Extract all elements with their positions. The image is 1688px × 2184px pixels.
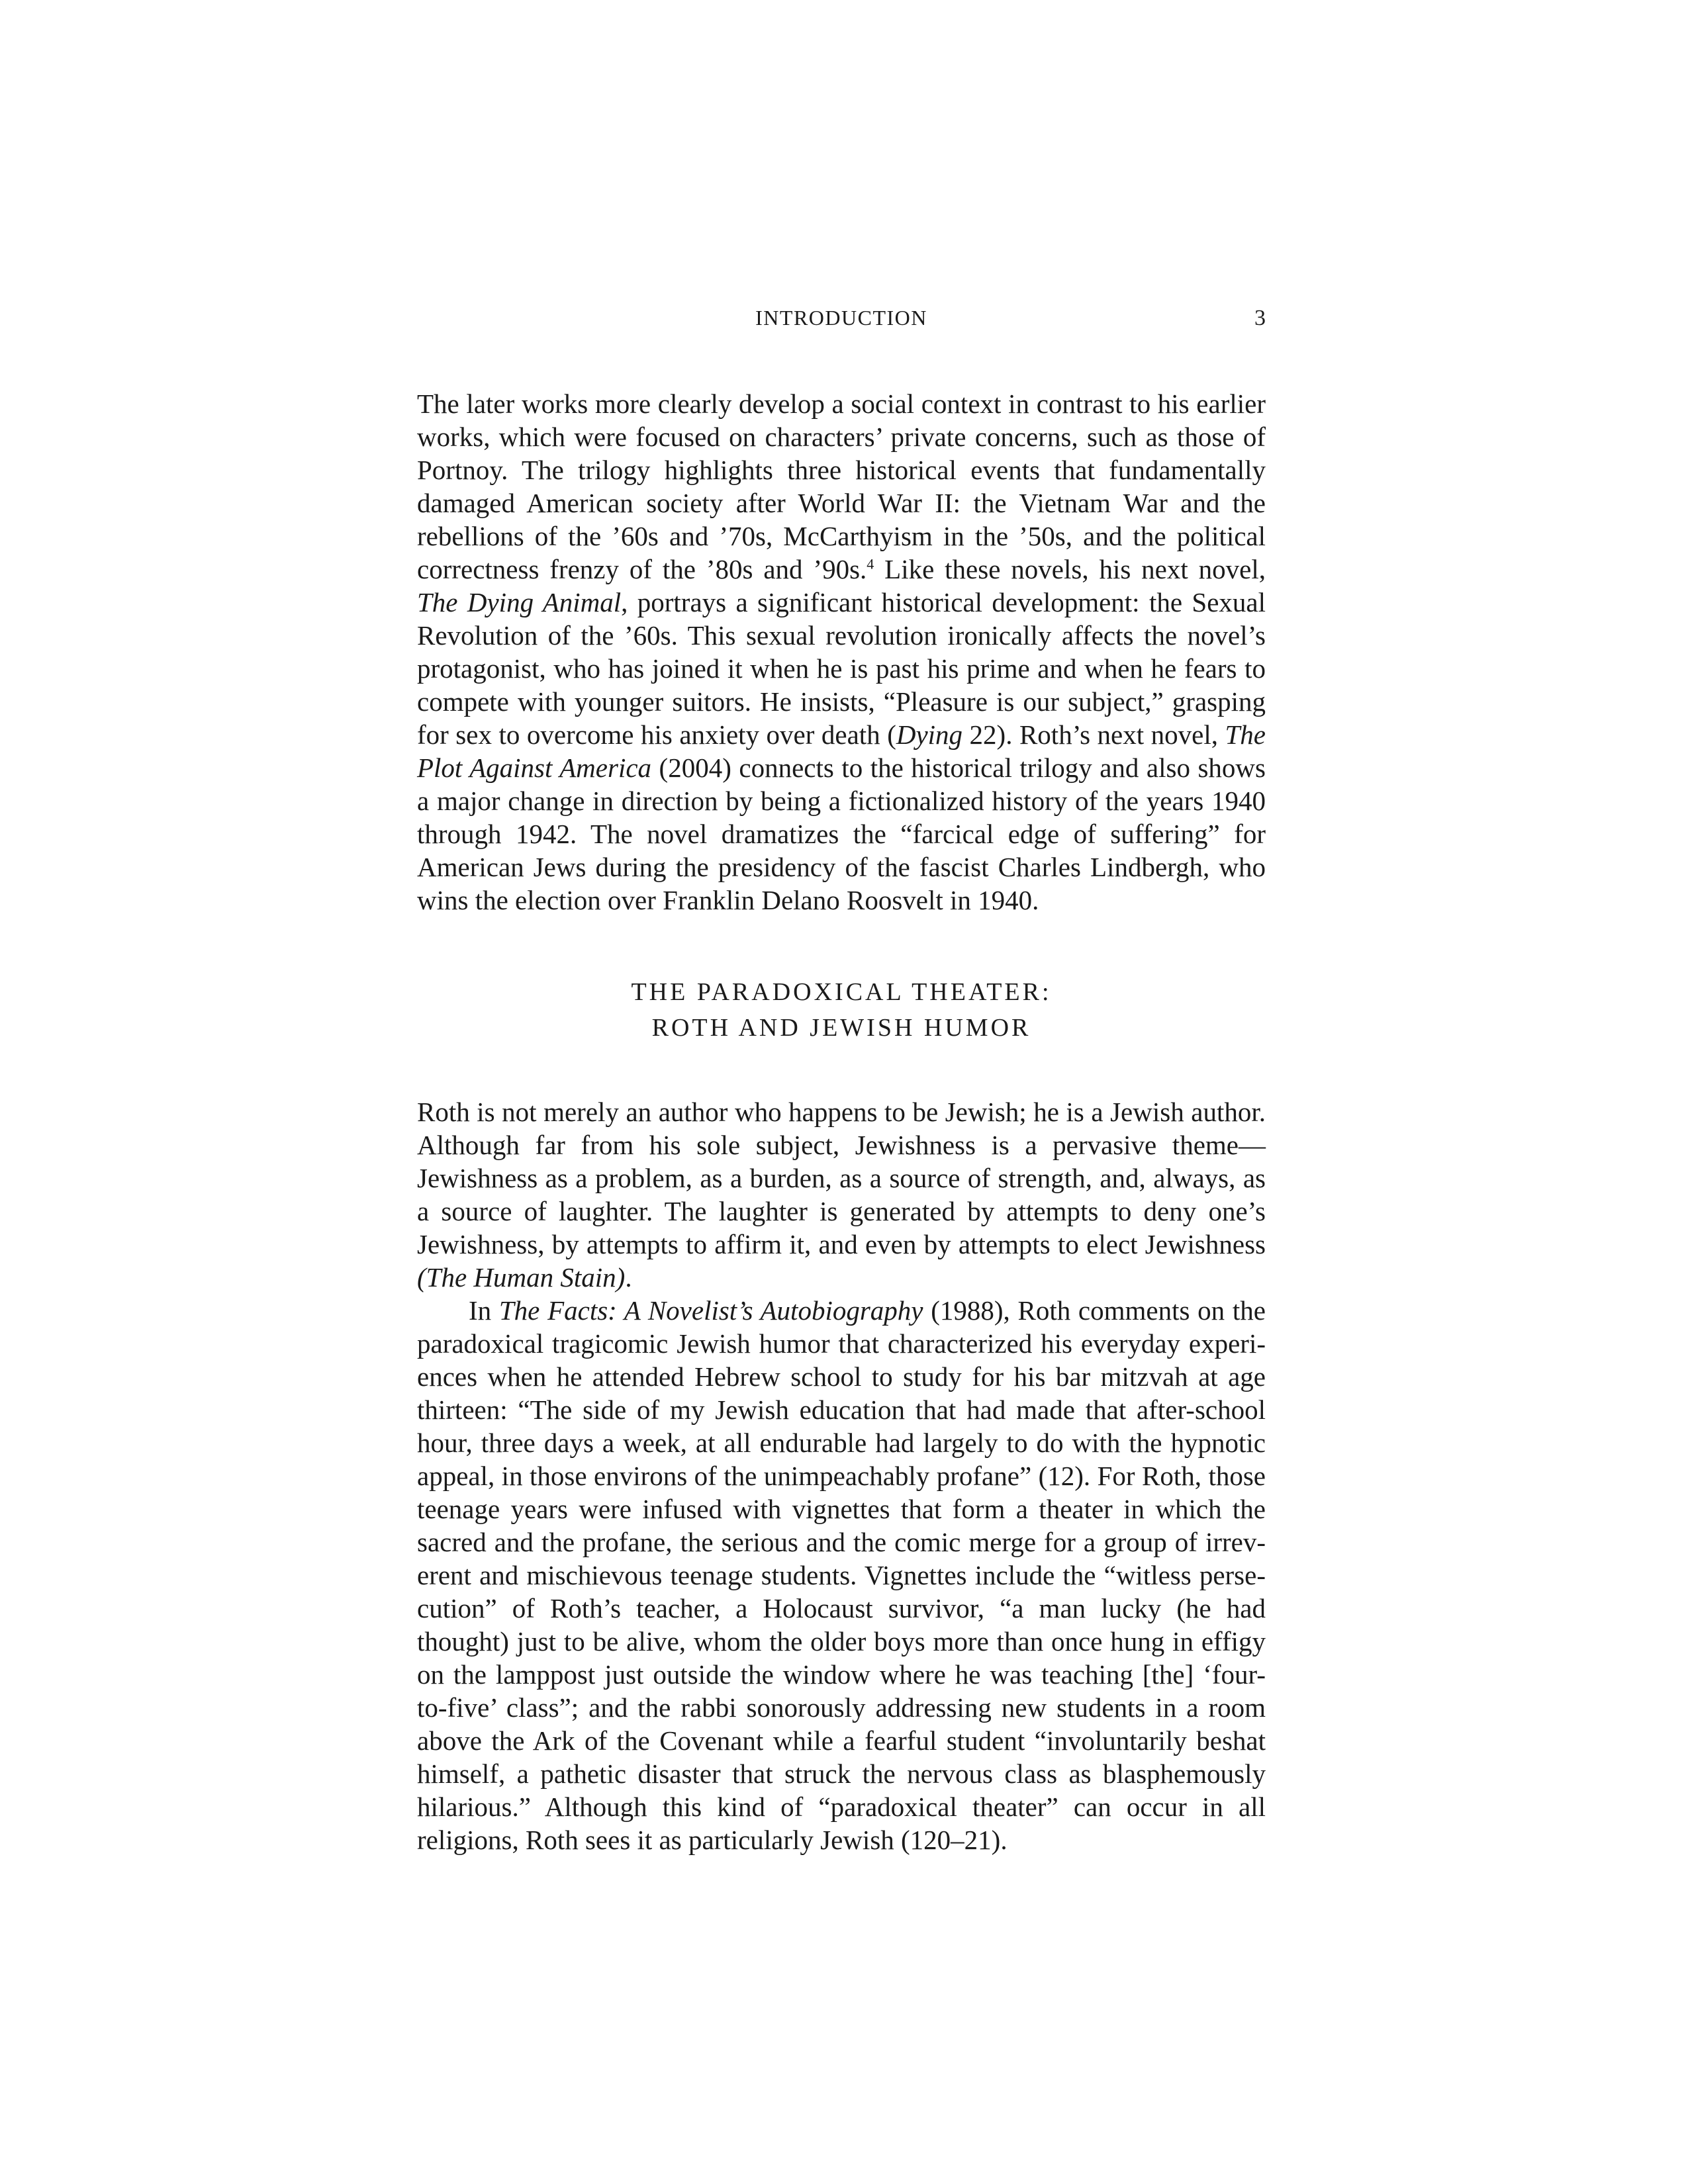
section-heading-line-2: ROTH AND JEWISH HUMOR (651, 1014, 1031, 1042)
paragraph-the-facts (417, 1294, 1266, 1856)
book-title-dying-animal: The Dying Animal (417, 587, 622, 617)
running-head-title: INTRODUCTION (755, 306, 927, 330)
page-number: 3 (1254, 306, 1266, 330)
text-run: (2004) connects to the historical trilogy and also shows a major change in direction by being a fictionalized history of the years 1940 through 1942. The novel dramatizes the “farcical edge of suffering” for American Jews during the presidency of the fascist Charles Lindbergh, who wins the election over Franklin Delano Roosvelt in 1940. (417, 752, 1266, 915)
paragraph-jewish-author (417, 1095, 1266, 1294)
book-title-plot-against-america: The Plot Against America (417, 719, 1266, 783)
paragraph-text (417, 387, 1266, 917)
book-title-dying: Dying (896, 719, 963, 750)
text-run: , portrays a significant historical development: the Sexual Revolution of the ’60s. This sexual revolution ironically affects the novel’s protagonist, who has joined it when he is past his prime and when he fears to compete with younger suitors. He insists, “Pleasure is our subject,” grasping for sex to overcome his anxiety over death ( (417, 587, 1266, 750)
text-run: In (469, 1295, 499, 1326)
text-run: Roth is not merely an author who happens to be Jewish; he is a Jewish author. Although far from his sole subject, Jewishness is a pervasive theme—Jewishness as a problem, as a burden, as a source of strength, and, always, as a source of laughter. The laughter is generated by attempts to deny one’s Jewishness, by attempts to affirm it, and even by attempts to elect Jewishness (417, 1097, 1266, 1259)
text-run: The later works more clearly develop a social context in contrast to his earlier works, which were focused on characters’ private concerns, such as those of Portnoy. The trilogy highlights three historical events that fundamentally damaged American society after World War II: the Vietnam War and the rebellions of the ’60s and ’70s, McCarthyism in the ’50s, and the political correctness frenzy of the ’80s and ’90s. (417, 388, 1266, 584)
text-run: Like these novels, his next novel, (874, 554, 1266, 584)
book-title-the-facts: The Facts: A Novelist’s Autobiography (498, 1295, 923, 1326)
section-heading-line-1: THE PARADOXICAL THEATER: (631, 978, 1052, 1006)
book-title-human-stain: (The Human Stain) (417, 1262, 626, 1293)
text-run: . (625, 1262, 632, 1293)
running-head (417, 306, 1266, 345)
section-heading (417, 974, 1266, 1046)
section-body (417, 1095, 1266, 1856)
text-run: (1988), Roth comments on the paradoxical tragicomic Jewish humor that characterized his everyday experiences when he attended Hebrew school to study for his bar mitzvah at age thirteen: “The side of my Jewish education that had made that after-school hour, three days a week, at all endurable had largely to do with the hypnotic appeal, in those environs of the unimpeachably profane” (12). For Roth, those teenage years were infused with vignettes that form a theater in which the sacred and the profane, the serious and the comic merge for a group of irreverent and mischievous teenage students. Vignettes include the “witless persecution” of Roth’s teacher, a Holocaust survivor, “a man lucky (he had thought) just to be alive, whom the older boys more than once hung in effigy on the lamppost just outside the window where he was teaching [the] ‘four-to-five’ class”; and the rabbi sonorously addressing new students in a room above the Ark of the Covenant while a fearful student “involuntarily beshat himself, a pathetic disaster that struck the nervous class as blasphemously hilarious.” Although this kind of “paradoxical theater” can occur in all religions, Roth sees it as particularly Jewish (120–21). (417, 1295, 1266, 1855)
text-run: 22). Roth’s next novel, (962, 719, 1225, 750)
paragraph-later-works (417, 387, 1266, 917)
footnote-reference: 4 (867, 555, 874, 572)
